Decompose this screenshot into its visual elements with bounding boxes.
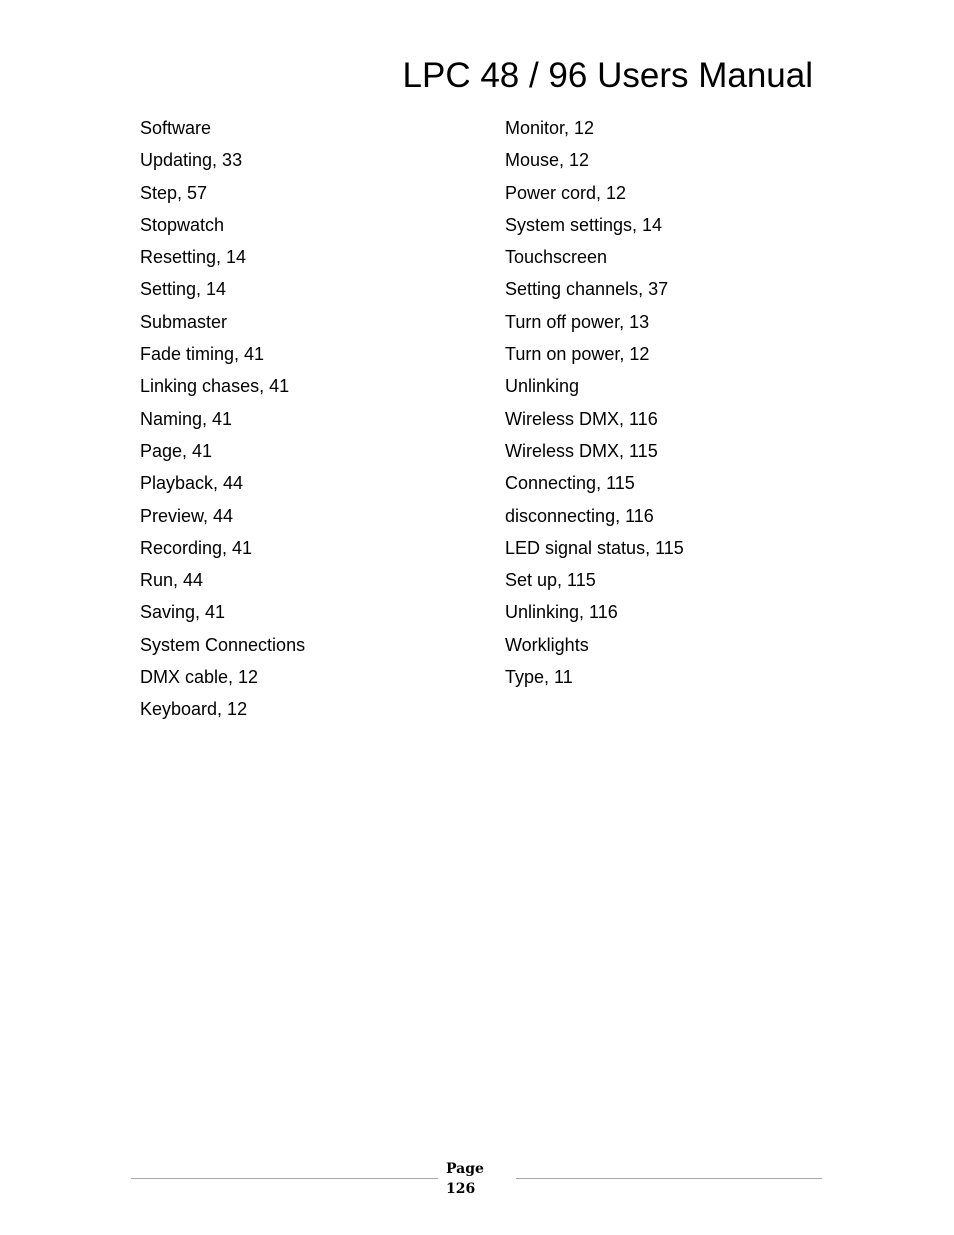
index-entry: Keyboard, 12 bbox=[140, 699, 248, 720]
footer-divider-right bbox=[516, 1178, 822, 1179]
index-entry: Wireless DMX, 115 bbox=[505, 440, 658, 461]
index-entry: Type, 11 bbox=[505, 667, 573, 688]
index-entry: Linking chases, 41 bbox=[140, 376, 290, 397]
index-entry: Power cord, 12 bbox=[505, 182, 627, 203]
index-column-left bbox=[140, 112, 480, 726]
index-entry: Turn on power, 12 bbox=[505, 344, 650, 365]
index-entry: Fade timing, 41 bbox=[140, 344, 265, 365]
footer-divider-left bbox=[131, 1178, 438, 1179]
index-entry: Mouse, 12 bbox=[505, 150, 590, 171]
index-entry: Recording, 41 bbox=[140, 537, 253, 558]
index-entry: Preview, 44 bbox=[140, 505, 234, 526]
index-entry: Saving, 41 bbox=[140, 602, 226, 623]
index-entry: System settings, 14 bbox=[505, 214, 663, 235]
index-entry: DMX cable, 12 bbox=[140, 667, 259, 688]
index-entry: Monitor, 12 bbox=[505, 118, 595, 138]
index-column-right bbox=[505, 112, 845, 693]
index-entry: Software bbox=[140, 118, 212, 138]
index-entry: Unlinking bbox=[505, 376, 580, 397]
index-entry: Page, 41 bbox=[140, 440, 213, 461]
index-entry: LED signal status, 115 bbox=[505, 537, 684, 558]
index-entry: Setting, 14 bbox=[140, 279, 227, 300]
index-entry: System Connections bbox=[140, 634, 306, 655]
page-number-block bbox=[446, 1159, 484, 1199]
index-entry: Resetting, 14 bbox=[140, 247, 247, 268]
index-entry: Turn off power, 13 bbox=[505, 311, 650, 332]
index-entry: Stopwatch bbox=[140, 214, 225, 235]
index-entry: Connecting, 115 bbox=[505, 473, 635, 494]
index-entry: Worklights bbox=[505, 634, 589, 655]
index-entry: Updating, 33 bbox=[140, 150, 243, 171]
index-entry: Submaster bbox=[140, 311, 228, 332]
document-title: LPC 48 / 96 Users Manual bbox=[402, 56, 813, 95]
index-entry: Set up, 115 bbox=[505, 570, 596, 591]
index-entry: Playback, 44 bbox=[140, 473, 244, 494]
index-entry: Setting channels, 37 bbox=[505, 279, 669, 300]
page-number: 126 bbox=[446, 1181, 476, 1197]
index-entry: Unlinking, 116 bbox=[505, 602, 618, 623]
index-entry: Wireless DMX, 116 bbox=[505, 408, 658, 429]
index-entry: disconnecting, 116 bbox=[505, 505, 654, 526]
index-entry: Naming, 41 bbox=[140, 408, 233, 429]
page-label: Page bbox=[446, 1161, 484, 1177]
index-entry: Run, 44 bbox=[140, 570, 204, 591]
index-entry: Touchscreen bbox=[505, 247, 608, 268]
index-entry: Step, 57 bbox=[140, 182, 208, 203]
